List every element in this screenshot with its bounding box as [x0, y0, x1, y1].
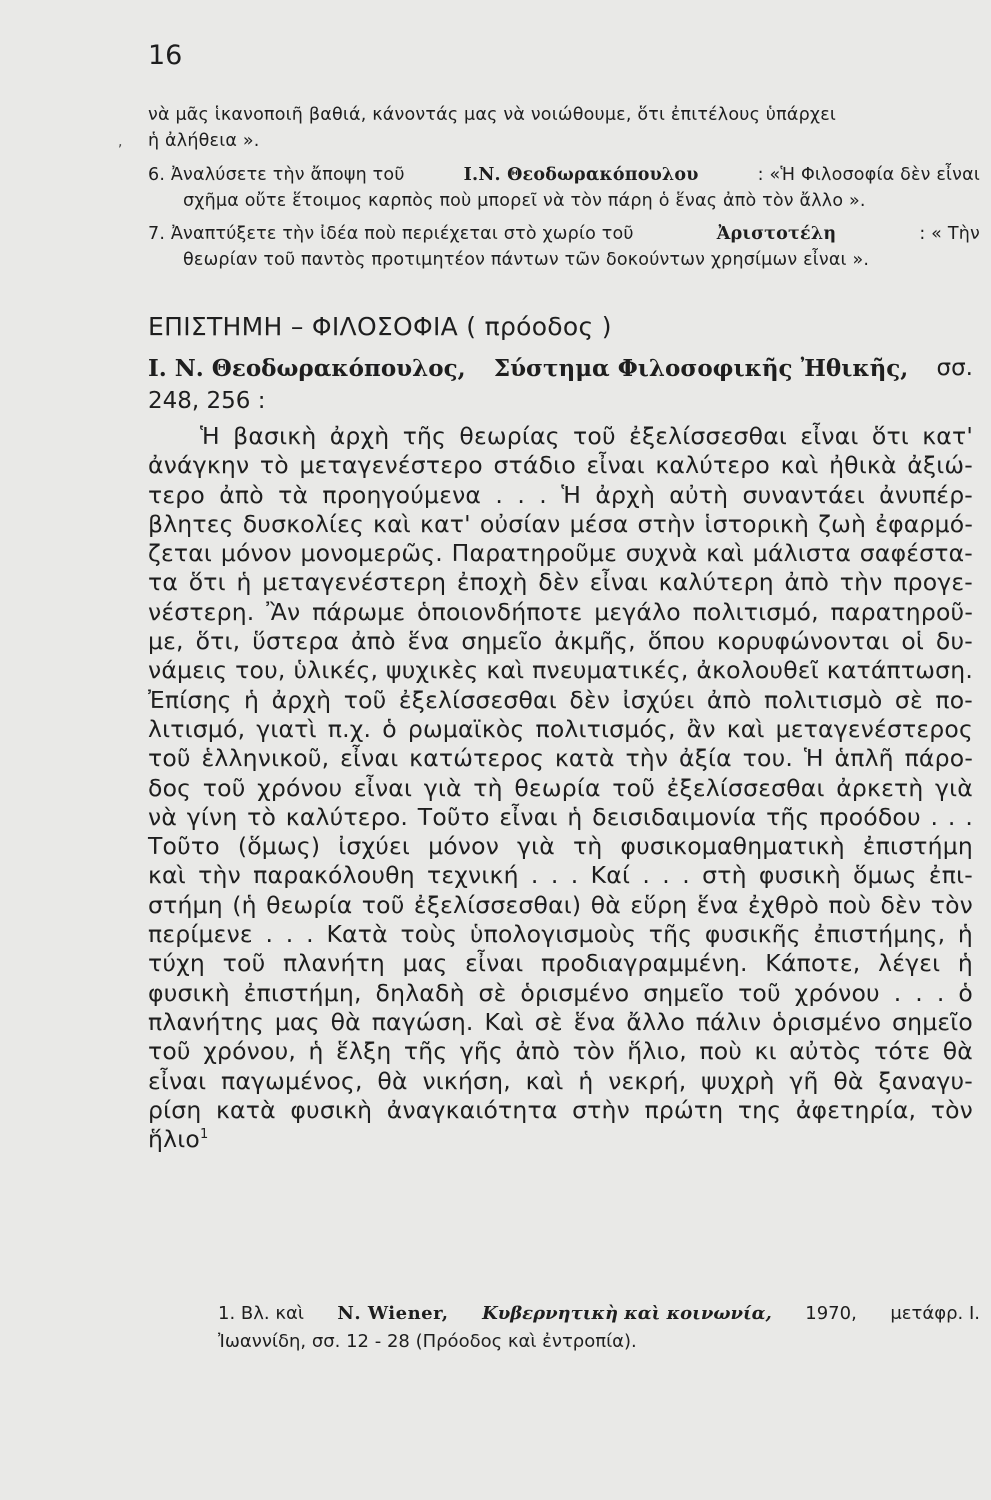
passage-line: ρίση κατὰ φυσικὴ ἀναγκαιότητα στὴν πρώτη της ἀφετηρία, τὸν [148, 1095, 973, 1124]
question-5-continuation [148, 103, 980, 154]
passage-line: πλανήτης μας θὰ παγώση. Καὶ σὲ ἕνα ἄλλο πάλιν ὁρισμένο σημεῖο [148, 1007, 973, 1036]
passage-line: νέστερη. Ἂν πάρωμε ὁποιονδήποτε μεγάλο πολιτισμό, παρατηροῦ- [148, 597, 973, 626]
passage-line: ζεται μόνον μονομερῶς. Παρατηροῦμε συχνὰ καὶ μάλιστα σαφέστα- [148, 539, 973, 568]
passage-line: εἶναι παγωμένος, θὰ νικήση, καὶ ἡ νεκρή, ψυχρὴ γῆ θὰ ξαναγυ- [148, 1066, 973, 1095]
question-7-line-2: θεωρίαν τοῦ παντὸς προτιμητέον πάντων τῶν δοκούντων χρησίμων εἶναι ». [183, 249, 870, 270]
citation-pages-abbr: σσ. [936, 355, 973, 381]
citation-line-1 [148, 352, 973, 385]
passage-line: καὶ τὴν παρακόλουθη τεχνική . . . Καί . . . στὴ φυσικὴ ὅμως ἐπι- [148, 861, 973, 890]
question-6 [148, 163, 980, 214]
passage-line: στήμη (ἡ θεωρία τοῦ ἐξελίσσεσθαι) θὰ εὕρη ἕνα ἐχθρὸ ποὺ δὲν τὸν [148, 890, 973, 919]
question-6-line-2: σχῆμα οὔτε ἕτοιμος καρπὸς ποὺ μπορεῖ νὰ τὸν πάρη ὁ ἕνας ἀπὸ τὸν ἄλλο ». [183, 190, 866, 211]
section-heading: ΕΠΙΣΤΗΜΗ – ΦΙΛΟΣΟΦΙΑ ( πρόοδος ) [148, 312, 612, 341]
citation-work: Σύστημα Φιλοσοφικῆς Ἠθικῆς, [493, 355, 909, 382]
citation-author: Ι. Ν. Θεοδωρακόπουλος, [148, 355, 466, 382]
question-5-line-2: ἡ ἀλήθεια ». [148, 130, 260, 151]
passage-line: βλητες δυσκολίες καὶ κατ' οὐσίαν μέσα στὴν ἱστορικὴ ζωὴ ἐφαρμό- [148, 509, 973, 538]
question-6-line-1: 6. Ἀναλύσετε τὴν ἄποψη τοῦ Ι.Ν. Θεοδωρακόπουλου : «Ἡ Φιλοσοφία δὲν εἶναι [148, 163, 980, 189]
passage-line: Ἡ βασικὴ ἀρχὴ τῆς θεωρίας τοῦ ἐξελίσσεσθαι εἶναι ὅτι κατ' [200, 422, 973, 450]
citation-pages: 248, 256 : [148, 388, 266, 414]
footnote-line-2: Ἰωαννίδη, σσ. 12 - 28 (Πρόοδος καὶ ἐντροπία). [218, 1331, 637, 1352]
question-6-author: Ι.Ν. Θεοδωρακόπουλου [463, 165, 699, 185]
passage-line: λιτισμό, γιατὶ π.χ. ὁ ρωμαϊκὸς πολιτισμός, ἂν καὶ μεταγενέστερος [148, 714, 973, 743]
question-5-line-1: νὰ μᾶς ἱκανοποιῆ βαθιά, κάνοντάς μας νὰ νοιώθουμε, ὅτι ἐπιτέλους ὑπάρχει [148, 105, 837, 125]
footnote-title: Κυβερνητικὴ καὶ κοινωνία, [482, 1303, 772, 1324]
passage-line: τύχη τοῦ πλανήτη μας εἶναι προδιαγραμμένη. Κάποτε, λέγει ἡ [148, 949, 973, 978]
passage-line: ἀνάγκην τὸ μεταγενέστερο στάδιο εἶναι καλύτερο καὶ ἠθικὰ ἀξιώ- [148, 451, 973, 480]
passage-line: τερο ἀπὸ τὰ προηγούμενα . . . Ἡ ἀρχὴ αὐτὴ συναντάει ἀνυπέρ- [148, 480, 973, 509]
footnote-marker: 1 [199, 1127, 209, 1143]
passage-line: τα ὅτι ἡ μεταγενέστερη ἐποχὴ δὲν εἶναι καλύτερη ἀπὸ τὴν προγε- [148, 568, 973, 597]
passage-line: νὰ γίνη τὸ καλύτερο. Τοῦτο εἶναι ἡ δεισιδαιμονία τῆς προόδου . . . [148, 802, 973, 831]
citation [148, 352, 973, 418]
passage-line: δος τοῦ χρόνου εἶναι γιὰ τὴ θεωρία τοῦ ἐξελίσσεσθαι ἀρκετὴ γιὰ [148, 773, 973, 802]
page-number: 16 [148, 40, 183, 71]
passage-last-line: ἥλιο$^1$ [148, 1125, 209, 1154]
passage-line: νάμεις του, ὑλικές, ψυχικὲς καὶ πνευματικές, ἀκολουθεῖ κατάπτωση. [148, 656, 973, 685]
passage-line: Ἐπίσης ἡ ἀρχὴ τοῦ ἐξελίσσεσθαι δὲν ἰσχύει ἀπὸ πολιτισμὸ σὲ πο- [148, 685, 973, 714]
footnote [218, 1300, 980, 1356]
passage-line: με, ὅτι, ὕστερα ἀπὸ ἕνα σημεῖο ἀκμῆς, ὅπου κορυφώνονται οἱ δυ- [148, 627, 973, 656]
passage-line: φυσικὴ ἐπιστήμη, δηλαδὴ σὲ ὁρισμένο σημεῖο τοῦ χρόνου . . . ὁ [148, 978, 973, 1007]
passage-line: τοῦ χρόνου, ἡ ἕλξη τῆς γῆς ἀπὸ τὸν ἥλιο, ποὺ κι αὐτὸς τότε θὰ [148, 1037, 973, 1066]
passage-line: περίμενε . . . Κατὰ τοὺς ὑπολογισμοὺς τῆς φυσικῆς ἐπιστήμης, ἡ [148, 920, 973, 949]
footnote-line-1: 1. Βλ. καὶ Ν. Wiener, Κυβερνητικὴ καὶ κοινωνία, 1970, μετάφρ. Ι. [218, 1300, 980, 1328]
quoted-passage [148, 422, 973, 1154]
passage-line: Τοῦτο (ὅμως) ἰσχύει μόνον γιὰ τὴ φυσικομαθηματικὴ ἐπιστήμη [148, 832, 973, 861]
passage-line: τοῦ ἑλληνικοῦ, εἶναι κατώτερος κατὰ τὴν ἀξία του. Ἡ ἁπλῆ πάρο- [148, 744, 973, 773]
question-7-line-1: 7. Ἀναπτύξετε τὴν ἰδέα ποὺ περιέχεται στὸ χωρίο τοῦ Ἀριστοτέλη : « Τὴν [148, 222, 980, 248]
question-7 [148, 222, 980, 273]
margin-mark: , [118, 134, 123, 150]
footnote-author: Ν. Wiener, [337, 1303, 449, 1324]
question-7-author: Ἀριστοτέλη [716, 224, 837, 244]
